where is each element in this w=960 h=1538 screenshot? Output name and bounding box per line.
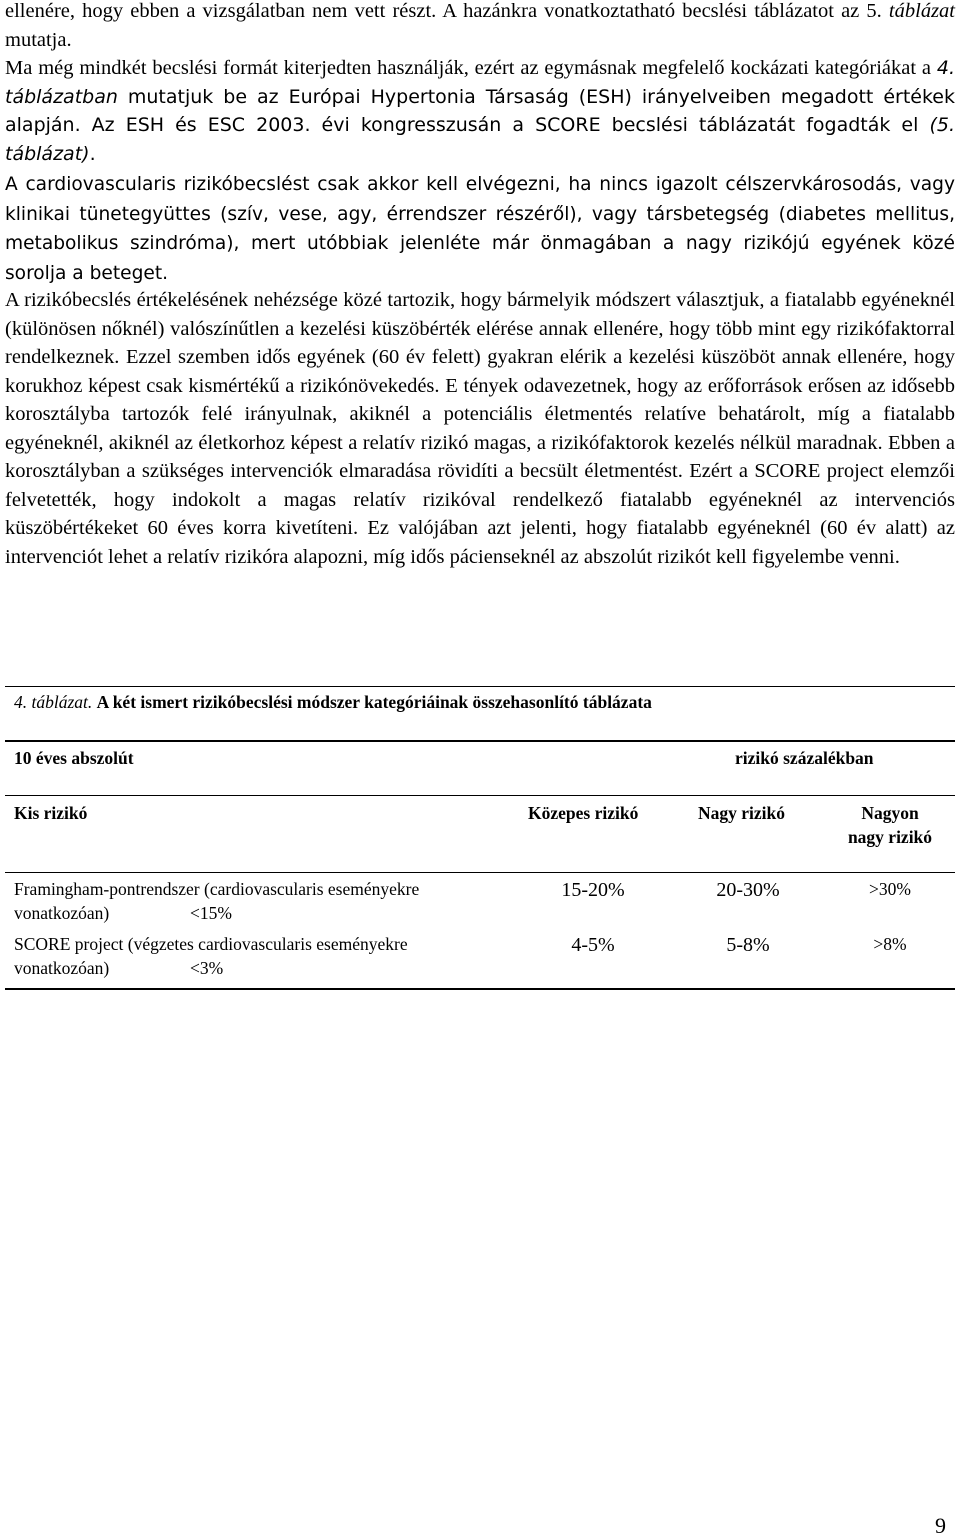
row-score-name-line1: SCORE project (végzetes cardiovascularis eseményekre: [14, 934, 408, 954]
paragraph-evaluation: [5, 286, 955, 571]
header-risk-percent: rizikó százalékban: [735, 748, 874, 768]
table-reference-5: táblázat: [888, 0, 955, 22]
row-framingham-moderate: 15-20%: [561, 879, 625, 901]
table-body-rule: [5, 872, 955, 873]
column-high-risk: Nagy rizikó: [698, 803, 786, 823]
header-absolute-risk: 10 éves abszolút: [14, 748, 134, 768]
column-low-risk: Kis rizikó: [14, 803, 88, 823]
paragraph-risk-assessment: [5, 170, 955, 288]
intro-text-5: .: [89, 142, 96, 165]
table-reference-4: 4. táblázatban: [5, 57, 955, 108]
row-score-low: <3%: [190, 958, 224, 978]
row-score-very-high: >8%: [873, 934, 907, 954]
page-number: 9: [935, 1513, 946, 1538]
table-columns-rule: [5, 795, 955, 796]
column-very-high-line2: nagy rizikó: [847, 827, 933, 847]
table-top-rule: [5, 686, 955, 687]
row-framingham-name-line1: Framingham-pontrendszer (cardiovascularis eseményekre: [14, 879, 420, 899]
intro-text-2: mutatja.: [5, 28, 72, 51]
intro-text-1: ellenére, hogy ebben a vizsgálatban nem vett részt. A hazánkra vonatkoztatható becslési táblázatot az 5.: [5, 0, 889, 22]
row-score-moderate: 4-5%: [571, 934, 615, 956]
row-framingham-low: <15%: [190, 903, 232, 923]
intro-text-4: mutatjuk be az Európai Hypertonia Társaság (ESH) irányelveiben megadott értékek alapján. Az ESH és ESC 2003. évi kongresszusán a SCORE becslési táblázatát fogadták el: [5, 85, 955, 136]
table-caption-title: A két ismert rizikóbecslési módszer kategóriáinak összehasonlító táblázata: [96, 692, 652, 712]
table-caption-number: 4. táblázat.: [14, 692, 93, 712]
row-score-high: 5-8%: [726, 934, 770, 956]
evaluation-text: A rizikóbecslés értékelésének nehézsége közé tartozik, hogy bármelyik módszert választjuk, a fiatalabb egyéneknél (különösen nőknél) valószínűtlen a kezelési küszöbérték elérése annak ellenére, hogy több mint egy rizikófaktorral rendelkeznek. Ezzel szemben idős egyének (60 év felett) gyakran elérik a kezelési küszöböt annak ellenére, hogy korukhoz képest csak kismértékű a rizikónövekedés. E tények odavezetnek, hogy az erőforrások erősen az idősebb korosztályba tartozók felé irányulnak, akiknél a potenciális életmentés relatíve behatárolt, míg a fiatalabb egyéneknél, akiknél az életkorhoz képest a relatív rizikó magas, a rizikófaktorok kezelés nélkül maradnak. Ebben a korosztályban a szükséges intervenciók elmaradása rövidíti a becsült életmentést. Ezért a SCORE project elemzői felvetették, hogy indokolt a magas relatív rizikóval rendelkező fiatalabb egyéneknél az intervenciós küszöbértékeket 60 éves korra kivetíteni. Ez valójában azt jelenti, hogy fiatalabb egyéneknél (60 év alatt) az intervenciót lehet a relatív rizikóra alapozni, míg idős pácienseknél az abszolút rizikót kell figyelembe venni.: [5, 289, 955, 568]
table-bottom-rule: [5, 988, 955, 990]
column-very-high-line1: Nagyon: [861, 803, 919, 823]
table-caption: [14, 690, 944, 714]
table-reference-5b: (5. táblázat): [5, 114, 955, 165]
risk-assessment-text: A cardiovascularis rizikóbecslést csak akkor kell elvégezni, ha nincs igazolt célszervkárosodás, vagy klinikai tünetegyüttes (szív, vese, agy, érrendszer részéről), vagy társbetegség (diabetes mellitus, metabolikus szindróma), mert utóbbiak jelenléte már önmagában a nagy rizikójú egyének közé sorolja a beteget.: [5, 174, 955, 284]
column-moderate-risk: Közepes rizikó: [528, 803, 639, 823]
row-framingham-very-high: >30%: [869, 879, 911, 899]
row-framingham-high: 20-30%: [716, 879, 780, 901]
intro-text-3: Ma még mindkét becslési formát kiterjedten használják, ezért az egymásnak megfelelő kockázati kategóriákat a: [5, 57, 937, 79]
table-header-rule: [5, 740, 955, 742]
paragraph-intro: [5, 0, 955, 168]
row-framingham-name-line2: vonatkozóan): [14, 903, 110, 923]
column-very-high-risk: [830, 801, 950, 849]
row-score-name-line2: vonatkozóan): [14, 958, 110, 978]
